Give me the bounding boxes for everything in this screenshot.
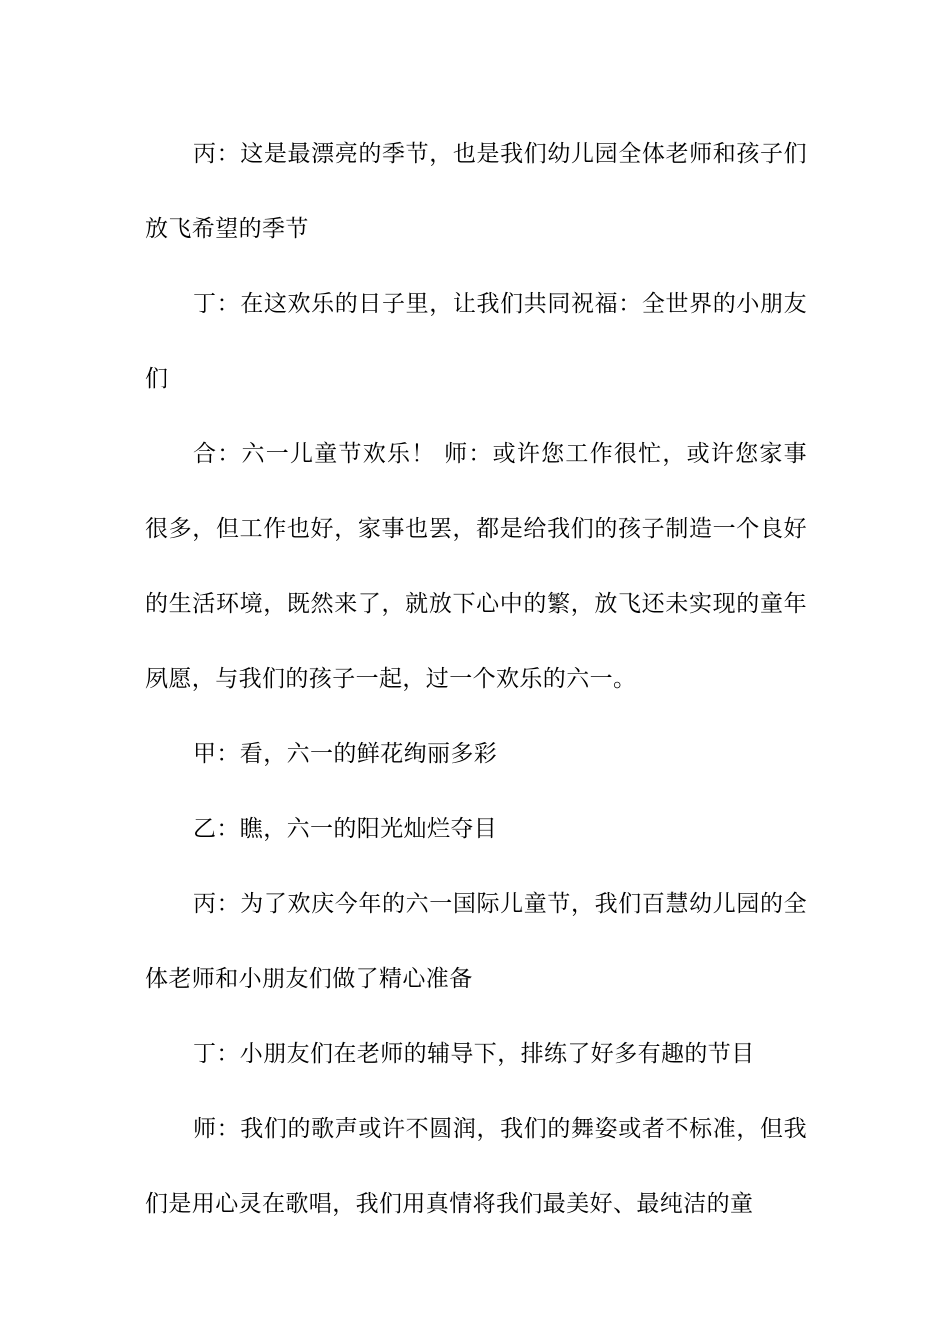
document-page [145,117,807,1242]
paragraph-ding-2: 丁：小朋友们在老师的辅导下，排练了好多有趣的节目 [193,1041,755,1067]
paragraph-ding-1: 丁：在这欢乐的日子里，让我们共同祝福：全世界的小朋友们 [145,291,807,392]
paragraph-bing-2: 丙：为了欢庆今年的六一国际儿童节，我们百慧幼儿园的全体老师和小朋友们做了精心准备 [145,891,807,992]
paragraph-yi: 乙：瞧，六一的阳光灿烂夺目 [193,816,498,842]
paragraph-bing-1: 丙：这是最漂亮的季节，也是我们幼儿园全体老师和孩子们放飞希望的季节 [145,141,807,242]
paragraph-jia: 甲：看，六一的鲜花绚丽多彩 [193,741,498,767]
paragraph-shi: 师：我们的歌声或许不圆润，我们的舞姿或者不标准，但我们是用心灵在歌唱，我们用真情将我们最美好、最纯洁的童 [145,1116,807,1217]
paragraph-he-shi: 合：六一儿童节欢乐！ 师：或许您工作很忙，或许您家事很多，但工作也好，家事也罢，都是给我们的孩子制造一个良好的生活环境，既然来了，就放下心中的繁，放飞还未实现的童年夙愿，与我们的孩子一起，过一个欢乐的六一。 [145,441,807,692]
